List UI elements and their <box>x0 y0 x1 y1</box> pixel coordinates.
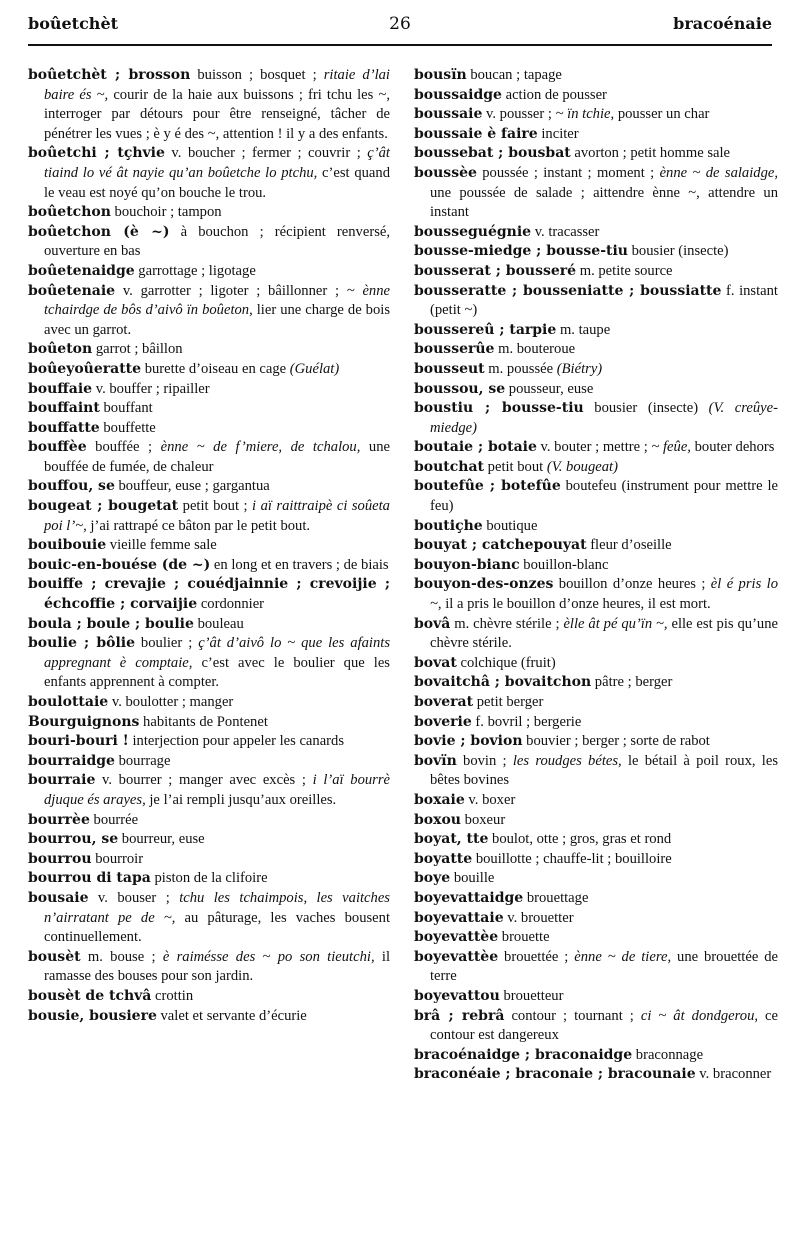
entry-headword: bougeat ; bougetat <box>28 498 179 515</box>
dictionary-entry <box>414 811 778 831</box>
entry-example: (Biétry) <box>556 360 603 377</box>
entry-definition: bourroir <box>91 850 144 867</box>
entry-translation: courir de la haie aux buissons ; fri tchu les ~, interroger par détours pour être renseigné, tâcher de pénétrer les vues ; è y é des ~, attention ! il y a des enfants. <box>44 86 390 142</box>
entry-definition: f. bovril ; bergerie <box>471 713 582 730</box>
dictionary-entry <box>414 654 778 674</box>
entry-translation: il a pris le bouillon d’onze heures, il est mort. <box>441 596 711 613</box>
dictionary-entry <box>28 752 390 772</box>
entry-definition: habitants de Pontenet <box>139 713 268 730</box>
entry-example: i aï raittraipè ci soûeta poi l’~, <box>44 498 390 534</box>
dictionary-entry <box>414 360 778 380</box>
dictionary-entry <box>28 732 390 752</box>
entry-headword: boverie <box>414 713 472 730</box>
entry-definition: v. braconner <box>695 1066 772 1083</box>
entry-example: (Guélat) <box>289 360 340 377</box>
entry-definition: boxeur <box>461 811 506 828</box>
entry-definition: bourreur, euse <box>118 831 205 848</box>
entry-headword: bousèt de tchvâ <box>28 987 152 1004</box>
entry-headword: boussebat ; bousbat <box>414 145 571 162</box>
dictionary-entry <box>414 1046 778 1066</box>
entry-headword: bovie ; bovion <box>414 733 523 750</box>
entry-definition: valet et servante d’écurie <box>156 1007 307 1024</box>
entry-translation: bouter dehors <box>690 439 775 456</box>
entry-headword: bouic-en-bouése (de ~) <box>28 556 211 573</box>
entry-definition: v. pousser ; <box>482 106 556 123</box>
entry-definition: petit bout <box>484 458 547 475</box>
entry-headword: boulie ; bôlie <box>28 635 135 652</box>
dictionary-entry <box>28 850 390 870</box>
entry-definition: f. instant (petit ~) <box>430 282 778 319</box>
entry-headword: bourraidge <box>28 752 115 769</box>
dictionary-entry <box>414 693 778 713</box>
entry-headword: bouiffe ; crevajie ; couédjainnie ; crevoijie ; échcoffie ; corvaijie <box>28 576 390 613</box>
dictionary-entry <box>414 615 778 654</box>
entry-headword: bourrèe <box>28 811 90 828</box>
dictionary-entry <box>28 771 390 810</box>
dictionary-entry <box>414 242 778 262</box>
entry-translation: c’est avec le boulier que les enfants apprennent à compter. <box>44 654 390 691</box>
entry-headword: bousse-miedge ; bousse-tiu <box>414 243 628 260</box>
entry-headword: boûetchon (è ~) <box>28 223 170 240</box>
entry-definition: colchique (fruit) <box>456 654 556 671</box>
entry-definition: bouillotte ; chauffe-lit ; bouilloire <box>472 850 672 867</box>
header-rule <box>28 44 772 46</box>
entry-definition: v. brouetter <box>503 909 574 926</box>
dictionary-entry <box>414 399 778 438</box>
entry-example: (V. creûye-miedge) <box>430 400 778 436</box>
entry-translation: j’ai rattrapé ce bâton par le petit bout. <box>86 517 311 534</box>
entry-headword: bouyat ; catchepouyat <box>414 537 587 554</box>
dictionary-entry <box>28 536 390 556</box>
entry-definition: brouette <box>498 929 550 946</box>
entry-definition: bouchoir ; tampon <box>110 204 222 221</box>
running-head-right: bracoénaie <box>673 14 772 33</box>
dictionary-entry <box>414 536 778 556</box>
dictionary-entry <box>414 262 778 282</box>
entry-definition: brouettage <box>523 889 589 906</box>
entry-definition: vieille femme sale <box>106 537 217 554</box>
dictionary-entry <box>414 380 778 400</box>
dictionary-entry <box>28 556 390 576</box>
dictionary-entry <box>28 360 390 380</box>
dictionary-entry <box>28 203 390 223</box>
dictionary-entry <box>414 889 778 909</box>
entry-definition: m. taupe <box>556 321 611 338</box>
entry-definition: v. boulotter ; manger <box>108 694 234 710</box>
entry-definition: m. bouteroue <box>494 341 576 358</box>
entry-definition: bovin ; <box>456 752 513 769</box>
dictionary-entry <box>414 517 778 537</box>
entry-headword: boutefûe ; botefûe <box>414 478 561 495</box>
entry-headword: boûetchon <box>28 204 111 221</box>
dictionary-entry <box>414 477 778 516</box>
entry-definition: bousier (insecte) <box>627 243 729 260</box>
dictionary-entry <box>414 105 778 125</box>
entry-headword: bouyon-des-onzes <box>414 576 554 593</box>
dictionary-entry <box>28 575 390 614</box>
entry-definition: v. boucher ; fermer ; couvrir ; <box>164 145 368 162</box>
entry-headword: bousserûe <box>414 341 495 358</box>
entry-example: ènne ~ de tiere, <box>574 948 672 965</box>
entry-headword: boyevattaie <box>414 909 504 926</box>
dictionary-entry <box>28 830 390 850</box>
entry-definition: m. petite source <box>576 262 673 279</box>
dictionary-entry <box>28 693 390 713</box>
entry-headword: bousie, bousiere <box>28 1007 157 1024</box>
entry-definition: braconnage <box>632 1046 704 1063</box>
entry-headword: bousïn <box>414 67 467 83</box>
dictionary-entry <box>414 909 778 929</box>
entry-translation: une brouettée de terre <box>430 948 778 985</box>
entry-headword: boûetchi ; tçhvie <box>28 145 165 162</box>
entry-definition: bouffette <box>99 419 156 436</box>
dictionary-entry <box>28 497 390 536</box>
entry-definition: buisson ; bosquet ; <box>190 67 324 83</box>
dictionary-entry <box>28 438 390 477</box>
entry-definition: brouetteur <box>499 987 564 1004</box>
entry-headword: boula ; boule ; boulie <box>28 615 194 632</box>
entry-headword: boverat <box>414 694 474 710</box>
entry-definition: v. bourrer ; manger avec excès ; <box>95 772 313 789</box>
dictionary-entry <box>414 791 778 811</box>
entry-definition: cordonnier <box>197 596 265 613</box>
entry-translation: il ramasse des bouses pour son jardin. <box>44 948 390 985</box>
entry-definition: m. chèvre stérile ; <box>450 615 564 632</box>
entry-headword: bovïn <box>414 752 457 769</box>
dictionary-entry <box>414 340 778 360</box>
entry-headword: bouyon-bianc <box>414 556 520 573</box>
entry-definition: v. bouser ; <box>88 889 180 906</box>
entry-headword: bouffaie <box>28 380 93 397</box>
entry-definition: piston de la clifoire <box>150 870 268 887</box>
entry-headword: boûetenaie <box>28 282 116 299</box>
dictionary-entry <box>414 1007 778 1046</box>
entry-headword: boûetenaidge <box>28 262 135 279</box>
entry-headword: bourrou, se <box>28 831 119 848</box>
dictionary-entry <box>414 732 778 752</box>
entry-definition: bouvier ; berger ; sorte de rabot <box>522 733 710 750</box>
entry-example: les roudges bétes, <box>512 752 622 769</box>
entry-definition: v. bouffer ; ripailler <box>92 380 210 397</box>
dictionary-entry <box>28 811 390 831</box>
entry-headword: boussereû ; tarpie <box>414 321 557 338</box>
entry-definition: brouettée ; <box>498 948 575 965</box>
entry-headword: bousseguégnie <box>414 223 532 240</box>
entry-definition: bouffant <box>99 400 153 417</box>
entry-example: è raimésse des ~ po son tieutchi, <box>162 948 375 965</box>
entry-headword: bourrou di tapa <box>28 870 151 887</box>
entry-headword: bouffaint <box>28 400 100 417</box>
dictionary-entry <box>414 713 778 733</box>
entry-headword: bovat <box>414 654 457 671</box>
entry-headword: boyevattèe <box>414 929 499 946</box>
entry-headword: boûeyoûeratte <box>28 360 142 377</box>
entry-headword: bouibouie <box>28 537 107 554</box>
dictionary-entry <box>28 340 390 360</box>
entry-definition: garrot ; bâillon <box>92 341 183 358</box>
entry-example: ci ~ ât dondgerou, <box>640 1007 759 1024</box>
entry-definition: m. poussée <box>484 360 557 377</box>
entry-headword: bousseratte ; bousseniatte ; boussiatte <box>414 282 722 299</box>
entry-definition: fleur d’oseille <box>586 537 672 554</box>
entry-headword: boxaie <box>414 791 465 808</box>
entry-headword: bouffou, se <box>28 478 115 495</box>
dictionary-entry <box>414 125 778 145</box>
entry-headword: boye <box>414 870 451 887</box>
entry-definition: inciter <box>537 125 579 142</box>
entry-headword: boyevattou <box>414 987 500 1004</box>
entry-definition: bouleau <box>193 615 244 632</box>
dictionary-entry <box>414 575 778 614</box>
entry-definition: petit berger <box>473 694 544 710</box>
dictionary-entry <box>28 477 390 497</box>
entry-headword: bracoénaidge ; braconaidge <box>414 1046 633 1063</box>
entry-definition: bourrée <box>89 811 139 828</box>
dictionary-entry <box>414 66 778 86</box>
dictionary-entry <box>28 144 390 203</box>
entry-example: tchu les tchaimpois, les vaitches n’airratant pe de ~, <box>44 889 390 926</box>
entry-translation: elle est pis qu’une chèvre stérile. <box>430 615 778 652</box>
entry-definition: v. tracasser <box>531 223 600 240</box>
entry-example: ~ ïn tchie, <box>555 106 615 123</box>
entry-definition: boucan ; tapage <box>466 67 562 83</box>
entry-headword: boussaie è faire <box>414 125 538 142</box>
entry-headword: Bourguignons <box>28 713 140 730</box>
entry-definition: action de pousser <box>501 86 607 103</box>
entry-headword: bousaie <box>28 889 89 906</box>
dictionary-entry <box>28 889 390 948</box>
entry-definition: bousier (insecte) <box>583 400 709 417</box>
entry-headword: bousserat ; bousseré <box>414 262 577 279</box>
entry-definition: à bouchon ; récipient renversé, ouverture en bas <box>44 223 390 260</box>
entry-translation: au pâturage, les vaches bousent continuellement. <box>44 909 390 946</box>
entry-example: ç’ât tiaind lo vé ât nayie qu’an boûetche lo ptchu, <box>44 145 390 181</box>
entry-definition: bouffeur, euse ; gargantua <box>114 478 270 495</box>
dictionary-entry <box>414 928 778 948</box>
entry-definition: boutefeu (instrument pour mettre le feu) <box>430 478 778 515</box>
entry-translation: une poussée de salade ; aittendre ènne ~, attendre un instant <box>430 184 778 221</box>
entry-example: ritaie d’lai baire és ~, <box>44 67 390 103</box>
entry-definition: interjection pour appeler les canards <box>128 733 345 750</box>
entry-headword: bousseut <box>414 360 485 377</box>
entry-definition: avorton ; petit homme sale <box>570 145 731 162</box>
entry-headword: bourraie <box>28 772 96 789</box>
entry-headword: boyat, tte <box>414 831 489 848</box>
entry-headword: brâ ; rebrâ <box>414 1007 505 1024</box>
dictionary-entry <box>414 948 778 987</box>
dictionary-entry <box>414 438 778 458</box>
entry-example: ènne ~ de f’miere, de tchalou, <box>160 439 361 456</box>
dictionary-entry <box>28 66 390 144</box>
entry-headword: boutaie ; botaie <box>414 439 537 456</box>
entry-definition: pousseur, euse <box>505 380 594 397</box>
entry-headword: boussou, se <box>414 380 506 397</box>
entry-definition: bouille <box>450 870 495 887</box>
entry-definition: crottin <box>151 987 194 1004</box>
entry-definition: v. garrotter ; ligoter ; bâillonner ; <box>115 282 347 299</box>
dictionary-entry <box>414 282 778 321</box>
dictionary-entry <box>414 1065 778 1085</box>
dictionary-entry <box>28 282 390 341</box>
entry-headword: boxou <box>414 811 461 828</box>
entry-definition: en long et en travers ; de biais <box>210 556 389 573</box>
page-header <box>28 14 772 42</box>
entry-headword: boûetchèt ; brosson <box>28 67 191 83</box>
entry-example: (V. bougeat) <box>546 458 618 475</box>
entry-translation: je l’ai rempli jusqu’aux oreilles. <box>145 791 337 808</box>
entry-translation: ce contour est dangereux <box>430 1007 779 1044</box>
dictionary-entry <box>28 223 390 262</box>
entry-definition: boulot, otte ; gros, gras et rond <box>488 831 672 848</box>
dictionary-entry <box>414 144 778 164</box>
dictionary-entry <box>28 1007 390 1027</box>
dictionary-entry <box>414 321 778 341</box>
entry-headword: boussaidge <box>414 86 502 103</box>
entry-headword: boûeton <box>28 341 93 358</box>
dictionary-entry <box>28 948 390 987</box>
entry-headword: bouri-bouri ! <box>28 733 129 750</box>
entry-definition: bouffée ; <box>86 439 161 456</box>
entry-example: ènne ~ de salaidge, <box>659 164 778 181</box>
dictionary-entry <box>28 615 390 635</box>
dictionary-entry <box>414 673 778 693</box>
entry-definition: m. bouse ; <box>80 948 163 965</box>
dictionary-entry <box>414 458 778 478</box>
entry-definition: bouillon d’onze heures ; <box>553 576 711 593</box>
dictionary-entry <box>28 380 390 400</box>
entry-headword: bousèt <box>28 948 81 965</box>
entry-definition: contour ; tournant ; <box>504 1007 641 1024</box>
entry-definition: bourrage <box>114 752 171 769</box>
dictionary-entry <box>414 850 778 870</box>
entry-example: èl é pris lo ~, <box>430 576 778 613</box>
dictionary-entry <box>414 556 778 576</box>
dictionary-entry <box>414 869 778 889</box>
entry-translation: une bouffée de fumée, de chaleur <box>44 439 390 475</box>
dictionary-entry <box>414 86 778 106</box>
dictionary-entry <box>28 869 390 889</box>
entry-translation: c’est quand le veau est noyé qu’on bouche le trou. <box>44 164 390 201</box>
right-column <box>414 66 778 1085</box>
dictionary-entry <box>414 830 778 850</box>
entry-headword: boutiçhe <box>414 517 483 534</box>
dictionary-entry <box>28 713 390 733</box>
left-column <box>28 66 390 1026</box>
entry-translation: pousser un char <box>614 106 710 123</box>
entry-headword: bouffatte <box>28 419 100 436</box>
entry-translation: lier une charge de bois avec un garrot. <box>44 302 390 338</box>
entry-definition: poussée ; instant ; moment ; <box>476 164 660 181</box>
dictionary-entry <box>28 262 390 282</box>
entry-example: ç’ât d’aivô lo ~ que les afaints appregnant è comptaie, <box>44 635 390 671</box>
entry-headword: boutchat <box>414 458 485 475</box>
entry-translation: le bétail à poil roux, les bêtes bovines <box>430 752 778 789</box>
entry-example: èlle ât pé qu’ïn ~, <box>563 615 668 632</box>
entry-example: ~ feûe, <box>651 439 691 456</box>
entry-definition: garrottage ; ligotage <box>134 262 256 279</box>
dictionary-entry <box>414 223 778 243</box>
entry-headword: boyevattaidge <box>414 889 524 906</box>
running-head-left: boûetchèt <box>28 14 119 33</box>
entry-headword: boulottaie <box>28 694 109 710</box>
dictionary-entry <box>28 399 390 419</box>
entry-headword: boussaie <box>414 106 483 123</box>
dictionary-entry <box>414 164 778 223</box>
entry-definition: burette d’oiseau en cage <box>141 360 290 377</box>
entry-headword: boyatte <box>414 850 473 867</box>
entry-headword: bourrou <box>28 850 92 867</box>
entry-definition: bouillon-blanc <box>519 556 609 573</box>
entry-example: ~ ènne tchairdge de bôs d’aivô ïn boûeton, <box>44 282 390 319</box>
entry-headword: bovaitchâ ; bovaitchon <box>414 674 592 691</box>
dictionary-entry <box>28 987 390 1007</box>
entry-headword: boyevattèe <box>414 948 499 965</box>
dictionary-entry <box>414 987 778 1007</box>
entry-definition: boulier ; <box>135 635 199 652</box>
dictionary-entry <box>28 634 390 693</box>
entry-definition: boutique <box>482 517 538 534</box>
entry-definition: v. bouter ; mettre ; <box>536 439 652 456</box>
dictionary-entry <box>414 752 778 791</box>
entry-headword: bovâ <box>414 615 451 632</box>
entry-definition: pâtre ; berger <box>591 674 673 691</box>
entry-headword: braconéaie ; braconaie ; bracounaie <box>414 1066 696 1083</box>
dictionary-entry <box>28 419 390 439</box>
entry-headword: boustiu ; bousse-tiu <box>414 400 584 417</box>
entry-example: i l’aï bourrè djuque és arayes, <box>44 772 390 808</box>
page-number: 26 <box>389 14 411 34</box>
entry-headword: boussèe <box>414 164 477 181</box>
entry-definition: petit bout ; <box>178 498 253 515</box>
entry-headword: bouffèe <box>28 439 87 456</box>
entry-definition: v. boxer <box>464 791 516 808</box>
